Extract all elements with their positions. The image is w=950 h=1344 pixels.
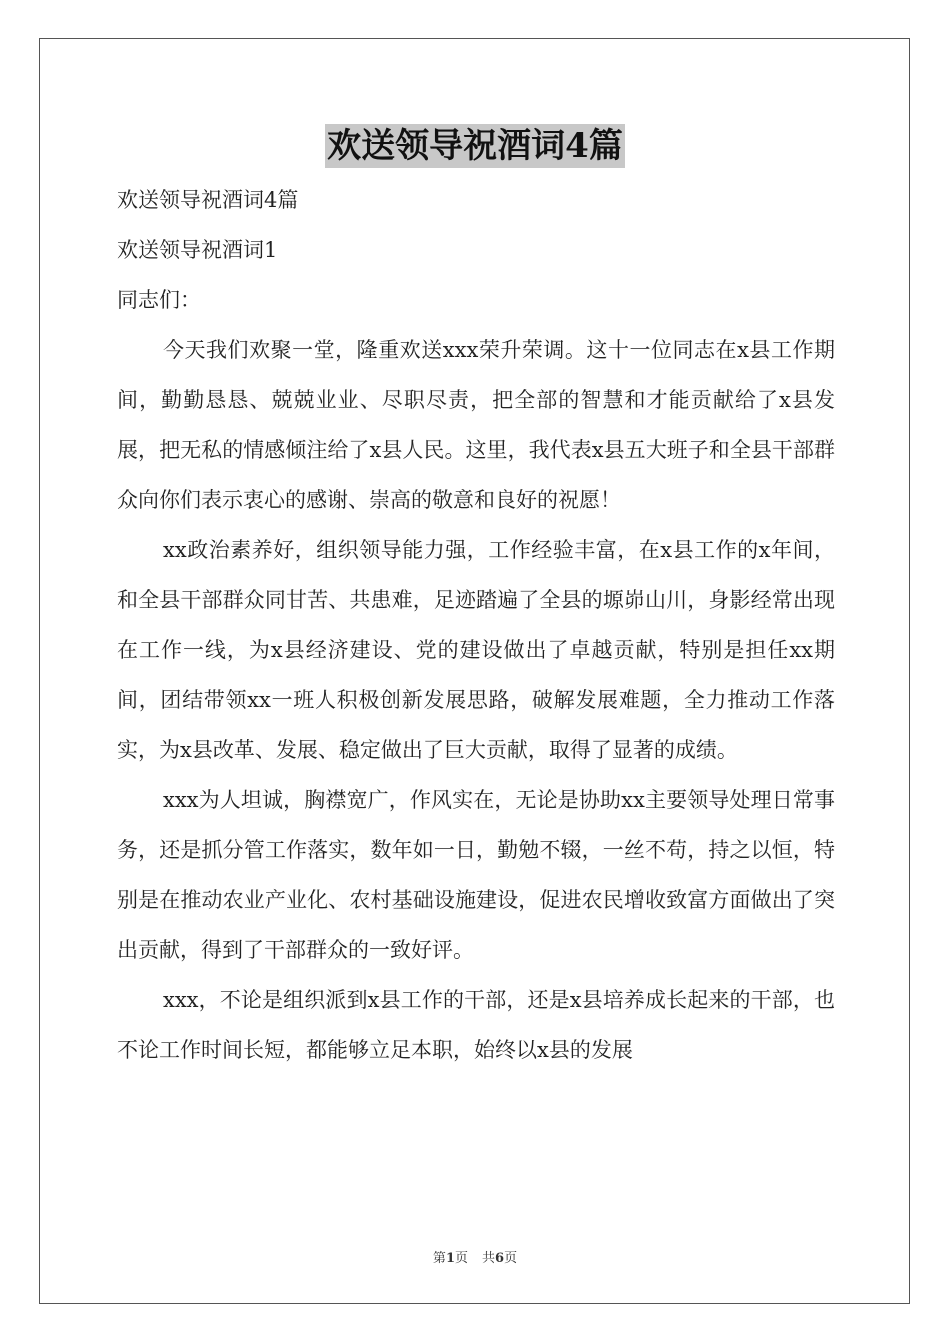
total-suffix: 页 [504, 1251, 518, 1266]
document-subtitle: 欢送领导祝酒词4篇 [117, 188, 299, 212]
salutation: 同志们： [117, 288, 201, 312]
page-prefix: 第 [432, 1251, 446, 1266]
document-title: 欢送领导祝酒词4篇 [327, 126, 623, 166]
paragraph-3: xxx为人坦诚，胸襟宽广，作风实在，无论是协助xx主要领导处理日常事务，还是抓分管工作落实，数年如一日，勤勉不辍，一丝不苟，持之以恒，特别是在推动农业产业化、农村基础设施建设，促进农民增收致富方面做出了突出贡献，得到了干部群众的一致好评。 [117, 788, 835, 962]
document-title-wrapper [0, 124, 950, 170]
document-body [117, 175, 835, 1075]
paragraph-2: xx政治素养好，组织领导能力强，工作经验丰富，在x县工作的x年间，和全县干部群众同甘苦、共患难，足迹踏遍了全县的塬峁山川，身影经常出现在工作一线，为x县经济建设、党的建设做出了卓越贡献，特别是担任xx期间，团结带领xx一班人积极创新发展思路，破解发展难题，全力推动工作落实，为x县改革、发展、稳定做出了巨大贡献，取得了显著的成绩。 [117, 538, 835, 762]
page-current: 1 [445, 1251, 455, 1266]
page-total: 6 [495, 1251, 505, 1266]
paragraph-4: xxx，不论是组织派到x县工作的干部，还是x县培养成长起来的干部，也不论工作时间长短，都能够立足本职，始终以x县的发展 [117, 988, 835, 1062]
page-suffix: 页 [454, 1251, 468, 1266]
paragraph-1: 今天我们欢聚一堂，隆重欢送xxx荣升荣调。这十一位同志在x县工作期间，勤勤恳恳、兢兢业业、尽职尽责，把全部的智慧和才能贡献给了x县发展，把无私的情感倾注给了x县人民。这里，我代表x县五大班子和全县干部群众向你们表示衷心的感谢、崇高的敬意和良好的祝愿！ [117, 338, 835, 512]
total-prefix: 共 [482, 1251, 496, 1266]
page-footer [0, 1247, 950, 1266]
section-heading: 欢送领导祝酒词1 [117, 238, 278, 262]
